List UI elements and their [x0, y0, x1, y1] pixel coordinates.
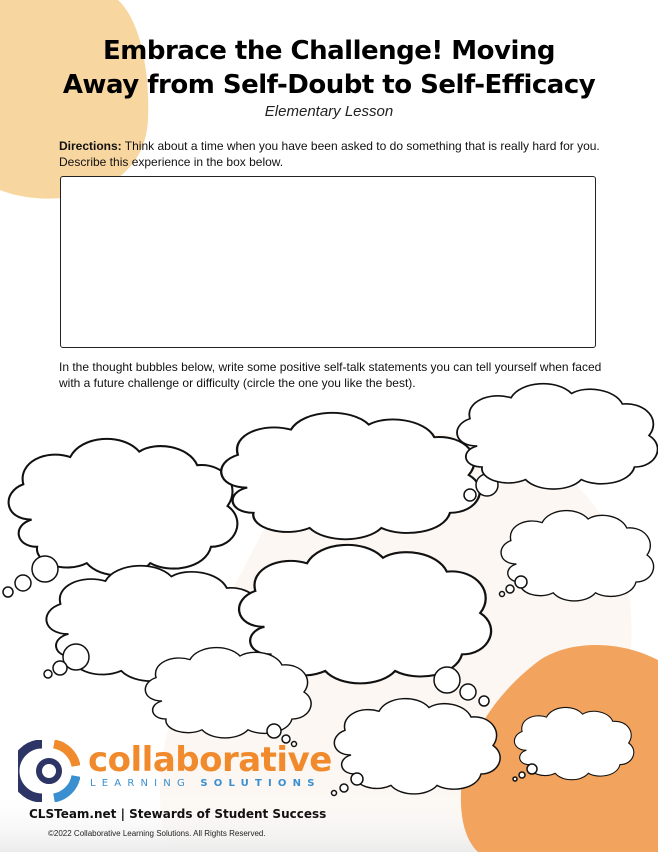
logo-wordmark: collaborative	[88, 740, 332, 780]
cls-logo-icon	[18, 740, 80, 802]
directions-label: Directions:	[59, 139, 122, 153]
logo-subtitle	[90, 778, 321, 789]
bubble-dot	[3, 587, 13, 597]
bubble-dot	[527, 764, 537, 774]
bubble-dot	[32, 556, 58, 582]
bubble-dot	[460, 684, 476, 700]
bubble-dot	[513, 777, 517, 781]
bubble-dot	[351, 773, 363, 785]
thought-bubble-3[interactable]	[457, 384, 658, 489]
thought-bubble-1[interactable]	[9, 439, 238, 575]
bubble-dot	[332, 791, 337, 796]
bubble-dot	[53, 661, 67, 675]
bubble-dot	[44, 670, 52, 678]
bubble-dot	[479, 696, 489, 706]
bubble-dot	[267, 724, 281, 738]
footer-tagline: CLSTeam.net | Stewards of Student Success	[29, 807, 327, 821]
bubble-dot	[15, 575, 31, 591]
title-line-1: Embrace the Challenge! Moving	[102, 36, 556, 66]
bubble-dot	[464, 489, 476, 501]
bubble-dot	[515, 576, 527, 588]
bubble-dot	[506, 585, 514, 593]
bubble-dot	[519, 772, 525, 778]
footer-copyright: ©2022 Collaborative Learning Solutions. All Rights Reserved.	[48, 829, 266, 838]
logo-sub-learning: LEARNING	[90, 778, 191, 789]
bubble-dot	[500, 592, 505, 597]
title-line-2: Away from Self-Doubt to Self-Efficacy	[62, 70, 596, 100]
page-subtitle: Elementary Lesson	[264, 103, 394, 120]
logo-sub-solutions: SOLUTIONS	[200, 778, 321, 789]
bubbles-instructions: In the thought bubbles below, write some positive self-talk statements you can tell yourself when faced with a future challenge or difficulty (circle the one you like the best).	[59, 360, 602, 390]
bubble-dot	[340, 784, 348, 792]
bubble-dot	[434, 667, 460, 693]
thought-bubble-2[interactable]	[221, 413, 480, 539]
directions-body: Think about a time when you have been asked to do something that is really hard for you. Describe this experience in the box below.	[59, 139, 600, 169]
